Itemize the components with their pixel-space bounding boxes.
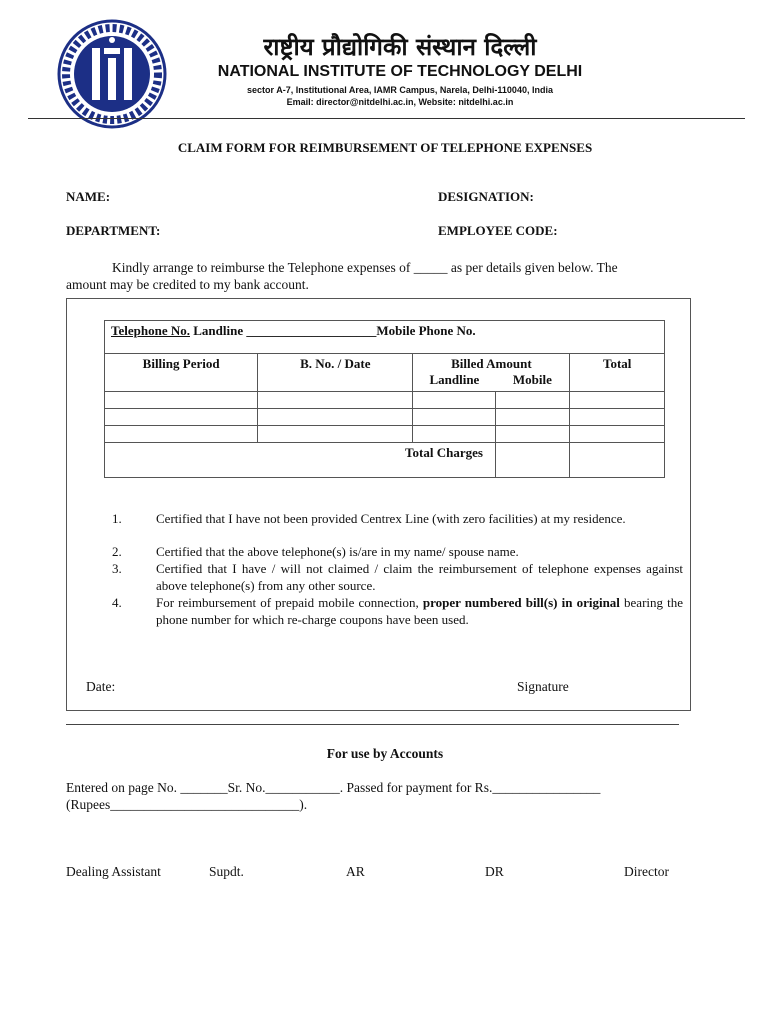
landline-amount-cell[interactable] <box>413 426 496 443</box>
billing-period-cell[interactable] <box>105 392 258 409</box>
name-label: NAME: <box>66 189 111 204</box>
charges-table <box>104 320 665 478</box>
signatory-dr: DR <box>485 864 504 879</box>
signatory-ar: AR <box>346 864 365 879</box>
designation-label: DESIGNATION: <box>438 189 534 204</box>
header-divider <box>28 118 745 119</box>
hindi-institute-title: राष्ट्रीय प्रौद्योगिकी संस्थान दिल्ली <box>263 33 537 61</box>
total-charges-cell-a[interactable] <box>495 443 569 478</box>
signatory-director: Director <box>624 864 669 879</box>
cert-text-4-pre: For reimbursement of prepaid mobile connection, <box>156 595 423 610</box>
bno-date-cell[interactable] <box>258 426 413 443</box>
total-header: Total <box>570 354 665 392</box>
total-cell[interactable] <box>570 392 665 409</box>
billed-amount-subheaders <box>413 372 569 388</box>
form-title: CLAIM FORM FOR REIMBURSEMENT OF TELEPHONE EXPENSES <box>177 140 593 155</box>
total-cell[interactable] <box>570 426 665 443</box>
mobile-amount-cell[interactable] <box>495 392 569 409</box>
request-text-line2: amount may be credited to my bank account. <box>66 277 309 292</box>
landline-label: Landline ____________________ <box>189 323 377 338</box>
signatory-dealing-assistant: Dealing Assistant <box>66 864 161 879</box>
institute-contact: Email: director@nitdelhi.ac.in, Website: nitdelhi.ac.in <box>286 97 514 107</box>
billed-amount-header <box>413 354 570 392</box>
mobile-phone-label: Mobile Phone No. <box>376 323 476 338</box>
accounts-heading: For use by Accounts <box>326 746 444 761</box>
institute-logo <box>56 18 168 130</box>
cert-text-1: Certified that I have not been provided Centrex Line (with zero facilities) at my residence. <box>156 511 626 526</box>
cert-number-1: 1. <box>112 511 122 526</box>
signatory-supdt: Supdt. <box>209 864 244 879</box>
signature-label: Signature <box>517 679 569 694</box>
telephone-number-row <box>105 321 665 354</box>
cert-text-3: Certified that I have / will not claimed / claim the reimbursement of telephone expenses against above telephone(s) from any other source. <box>156 561 683 593</box>
bno-date-cell[interactable] <box>258 392 413 409</box>
cert-number-4: 4. <box>112 595 122 610</box>
telephone-no-label: Telephone No. <box>111 323 190 338</box>
cert-text-4-bold: proper numbered bill(s) in original <box>422 595 620 610</box>
accounts-divider <box>66 724 679 725</box>
bno-date-header: B. No. / Date <box>258 354 413 392</box>
landline-amount-cell[interactable] <box>413 409 496 426</box>
total-charges-row <box>105 443 665 478</box>
cert-number-3: 3. <box>112 561 122 576</box>
landline-amount-cell[interactable] <box>413 392 496 409</box>
billing-period-header: Billing Period <box>105 354 258 392</box>
total-cell[interactable] <box>570 409 665 426</box>
landline-col-header: Landline <box>429 372 480 387</box>
cert-text-2: Certified that the above telephone(s) is/are in my name/ spouse name. <box>156 544 519 559</box>
department-label: DEPARTMENT: <box>66 223 161 238</box>
date-label: Date: <box>86 679 116 694</box>
billing-period-cell[interactable] <box>105 426 258 443</box>
total-charges-label: Total Charges <box>105 443 496 478</box>
bno-date-cell[interactable] <box>258 409 413 426</box>
employee-code-label: EMPLOYEE CODE: <box>438 223 558 238</box>
table-row <box>105 409 665 426</box>
billing-period-cell[interactable] <box>105 409 258 426</box>
table-row <box>105 426 665 443</box>
mobile-col-header: Mobile <box>512 372 552 387</box>
cert-text-4-post: bearing the phone number for which re-charge coupons have been used. <box>156 595 684 627</box>
institute-address: sector A-7, Institutional Area, IAMR Campus, Narela, Delhi-110040, India <box>247 85 553 95</box>
cert-number-2: 2. <box>112 544 122 559</box>
accounts-rupees-line: (Rupees____________________________). <box>66 797 308 812</box>
table-row <box>105 392 665 409</box>
request-text-line1: Kindly arrange to reimburse the Telephone expenses of _____ as per details given below. The <box>112 260 618 275</box>
billed-amount-label: Billed Amount <box>451 356 532 371</box>
cert-text-4 <box>156 595 683 628</box>
mobile-amount-cell[interactable] <box>495 409 569 426</box>
mobile-amount-cell[interactable] <box>495 426 569 443</box>
institute-name: NATIONAL INSTITUTE OF TECHNOLOGY DELHI <box>217 63 583 80</box>
accounts-entry-line: Entered on page No. _______Sr. No.___________. Passed for payment for Rs.________________ <box>66 780 601 795</box>
total-charges-cell-b[interactable] <box>570 443 665 478</box>
